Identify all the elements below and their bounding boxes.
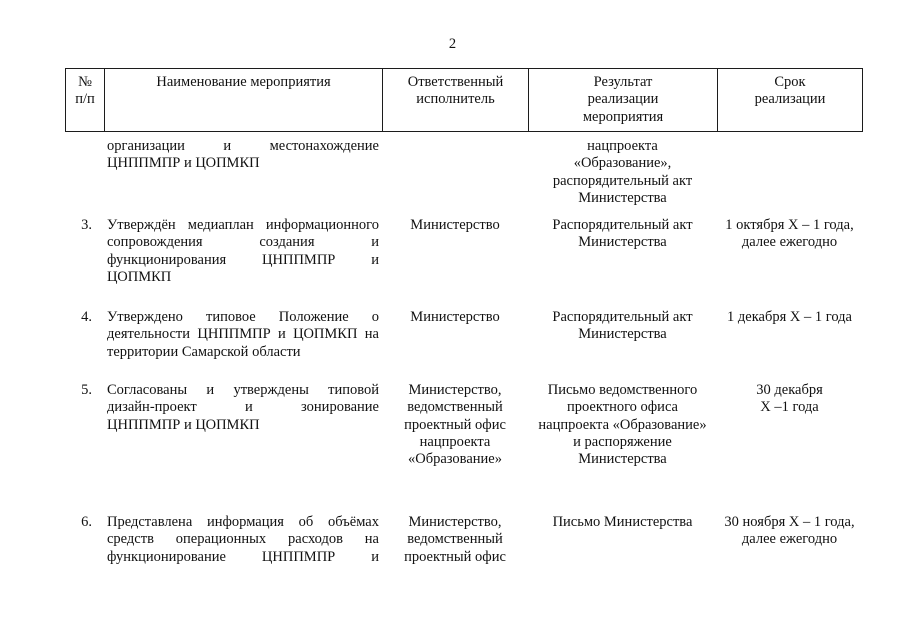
cell-event [107,309,379,361]
cell-text-line: ЦНППМПР и ЦОПМКП [107,155,260,172]
cell-responsible [382,382,528,468]
cell-text-line: ведомственный [407,399,503,416]
cell-text-line: 30 ноября Х – 1 года, [724,514,855,530]
cell-number: 4. [81,309,92,325]
cell-number: 6. [81,514,92,530]
header-text-line: Ответственный [407,74,504,90]
header-text-line: Результат [593,74,653,90]
cell-text-line: Распорядительный акт [552,309,693,325]
cell-number: 5. [81,382,92,398]
cell-event [107,138,379,173]
cell-text-line: Распорядительный акт [552,217,693,233]
page-number: 2 [448,36,457,52]
cell-result [528,309,717,344]
cell-text-line: «Образование» [408,451,502,468]
cell-text-line: функционирования ЦНППМПР и [107,251,379,268]
cell-text-line: и распоряжение [573,433,672,450]
cell-text-line: Представлена информация об объёмах [107,514,379,530]
cell-result [528,217,717,252]
cell-text-line: территории Самарской области [107,343,301,360]
cell-event [107,382,379,434]
cell-text-line: Министерства [578,451,667,468]
cell-responsible [382,514,528,566]
cell-text-line: ЦОПМКП [107,268,172,285]
cell-text-line: Министерство [410,309,500,325]
cell-text-line: 1 декабря Х – 1 года [727,309,852,325]
cell-text-line: Министерства [578,326,667,343]
cell-result [528,382,717,468]
cell-text-line: Х –1 года [760,399,819,416]
cell-text-line: Утверждено типовое Положение о [107,309,379,325]
cell-text-line: нацпроекта [419,433,491,450]
cell-deadline [717,217,862,252]
header-text-line: реализации [754,91,826,108]
cell-responsible [382,309,528,326]
cell-deadline [717,382,862,417]
cell-text-line: Министерства [578,189,667,206]
cell-text-line: далее ежегодно [741,234,838,251]
cell-text-line: проектного офиса [567,399,678,416]
header-text-line: № [78,74,92,90]
header-text-line: мероприятия [582,108,664,125]
header-text-line: п/п [75,91,95,108]
cell-text-line: нацпроекта [587,138,658,154]
cell-text-line: ЦНППМПР и ЦОПМКП [107,416,260,433]
cell-responsible [382,217,528,234]
cell-number: 3. [81,217,92,233]
cell-text-line: дизайн-проект и зонирование [107,399,379,416]
cell-text-line: 1 октября Х – 1 года, [725,217,854,233]
cell-event [107,217,379,286]
cell-text-line: Письмо Министерства [552,514,693,530]
cell-text-line: Министерство [410,217,500,233]
header-text-line: исполнитель [416,91,495,108]
cell-text-line: ведомственный [407,531,503,548]
header-text-line: реализации [587,91,659,108]
cell-text-line: сопровождения создания и [107,234,379,251]
cell-text-line: функционирование ЦНППМПР и [107,548,379,565]
cell-deadline [717,514,862,549]
header-text-line: Срок [774,74,806,90]
cell-text-line: Министерство, [408,382,502,398]
cell-text-line: средств операционных расходов на [107,531,379,548]
cell-text-line: проектный офис [404,548,506,565]
cell-text-line: проектный офис [404,416,506,433]
cell-text-line: 30 декабря [756,382,823,398]
cell-text-line: Министерство, [408,514,502,530]
cell-text-line: Министерства [578,234,667,251]
cell-text-line: Утверждён медиаплан информационного [107,217,379,233]
cell-text-line: Согласованы и утверждены типовой [107,382,379,398]
header-text-line: Наименование мероприятия [156,74,331,90]
cell-text-line: «Образование», [573,155,672,172]
cell-deadline [717,309,862,326]
cell-text-line: далее ежегодно [741,531,838,548]
cell-result [528,514,717,531]
cell-result [528,138,717,207]
cell-text-line: Письмо ведомственного [547,382,698,398]
cell-text-line: организации и местонахождение [107,138,379,154]
cell-text-line: нацпроекта «Образование» [538,416,707,433]
cell-text-line: деятельности ЦНППМПР и ЦОПМКП на [107,326,379,343]
cell-event [107,514,379,566]
cell-text-line: распорядительный акт [552,172,693,189]
